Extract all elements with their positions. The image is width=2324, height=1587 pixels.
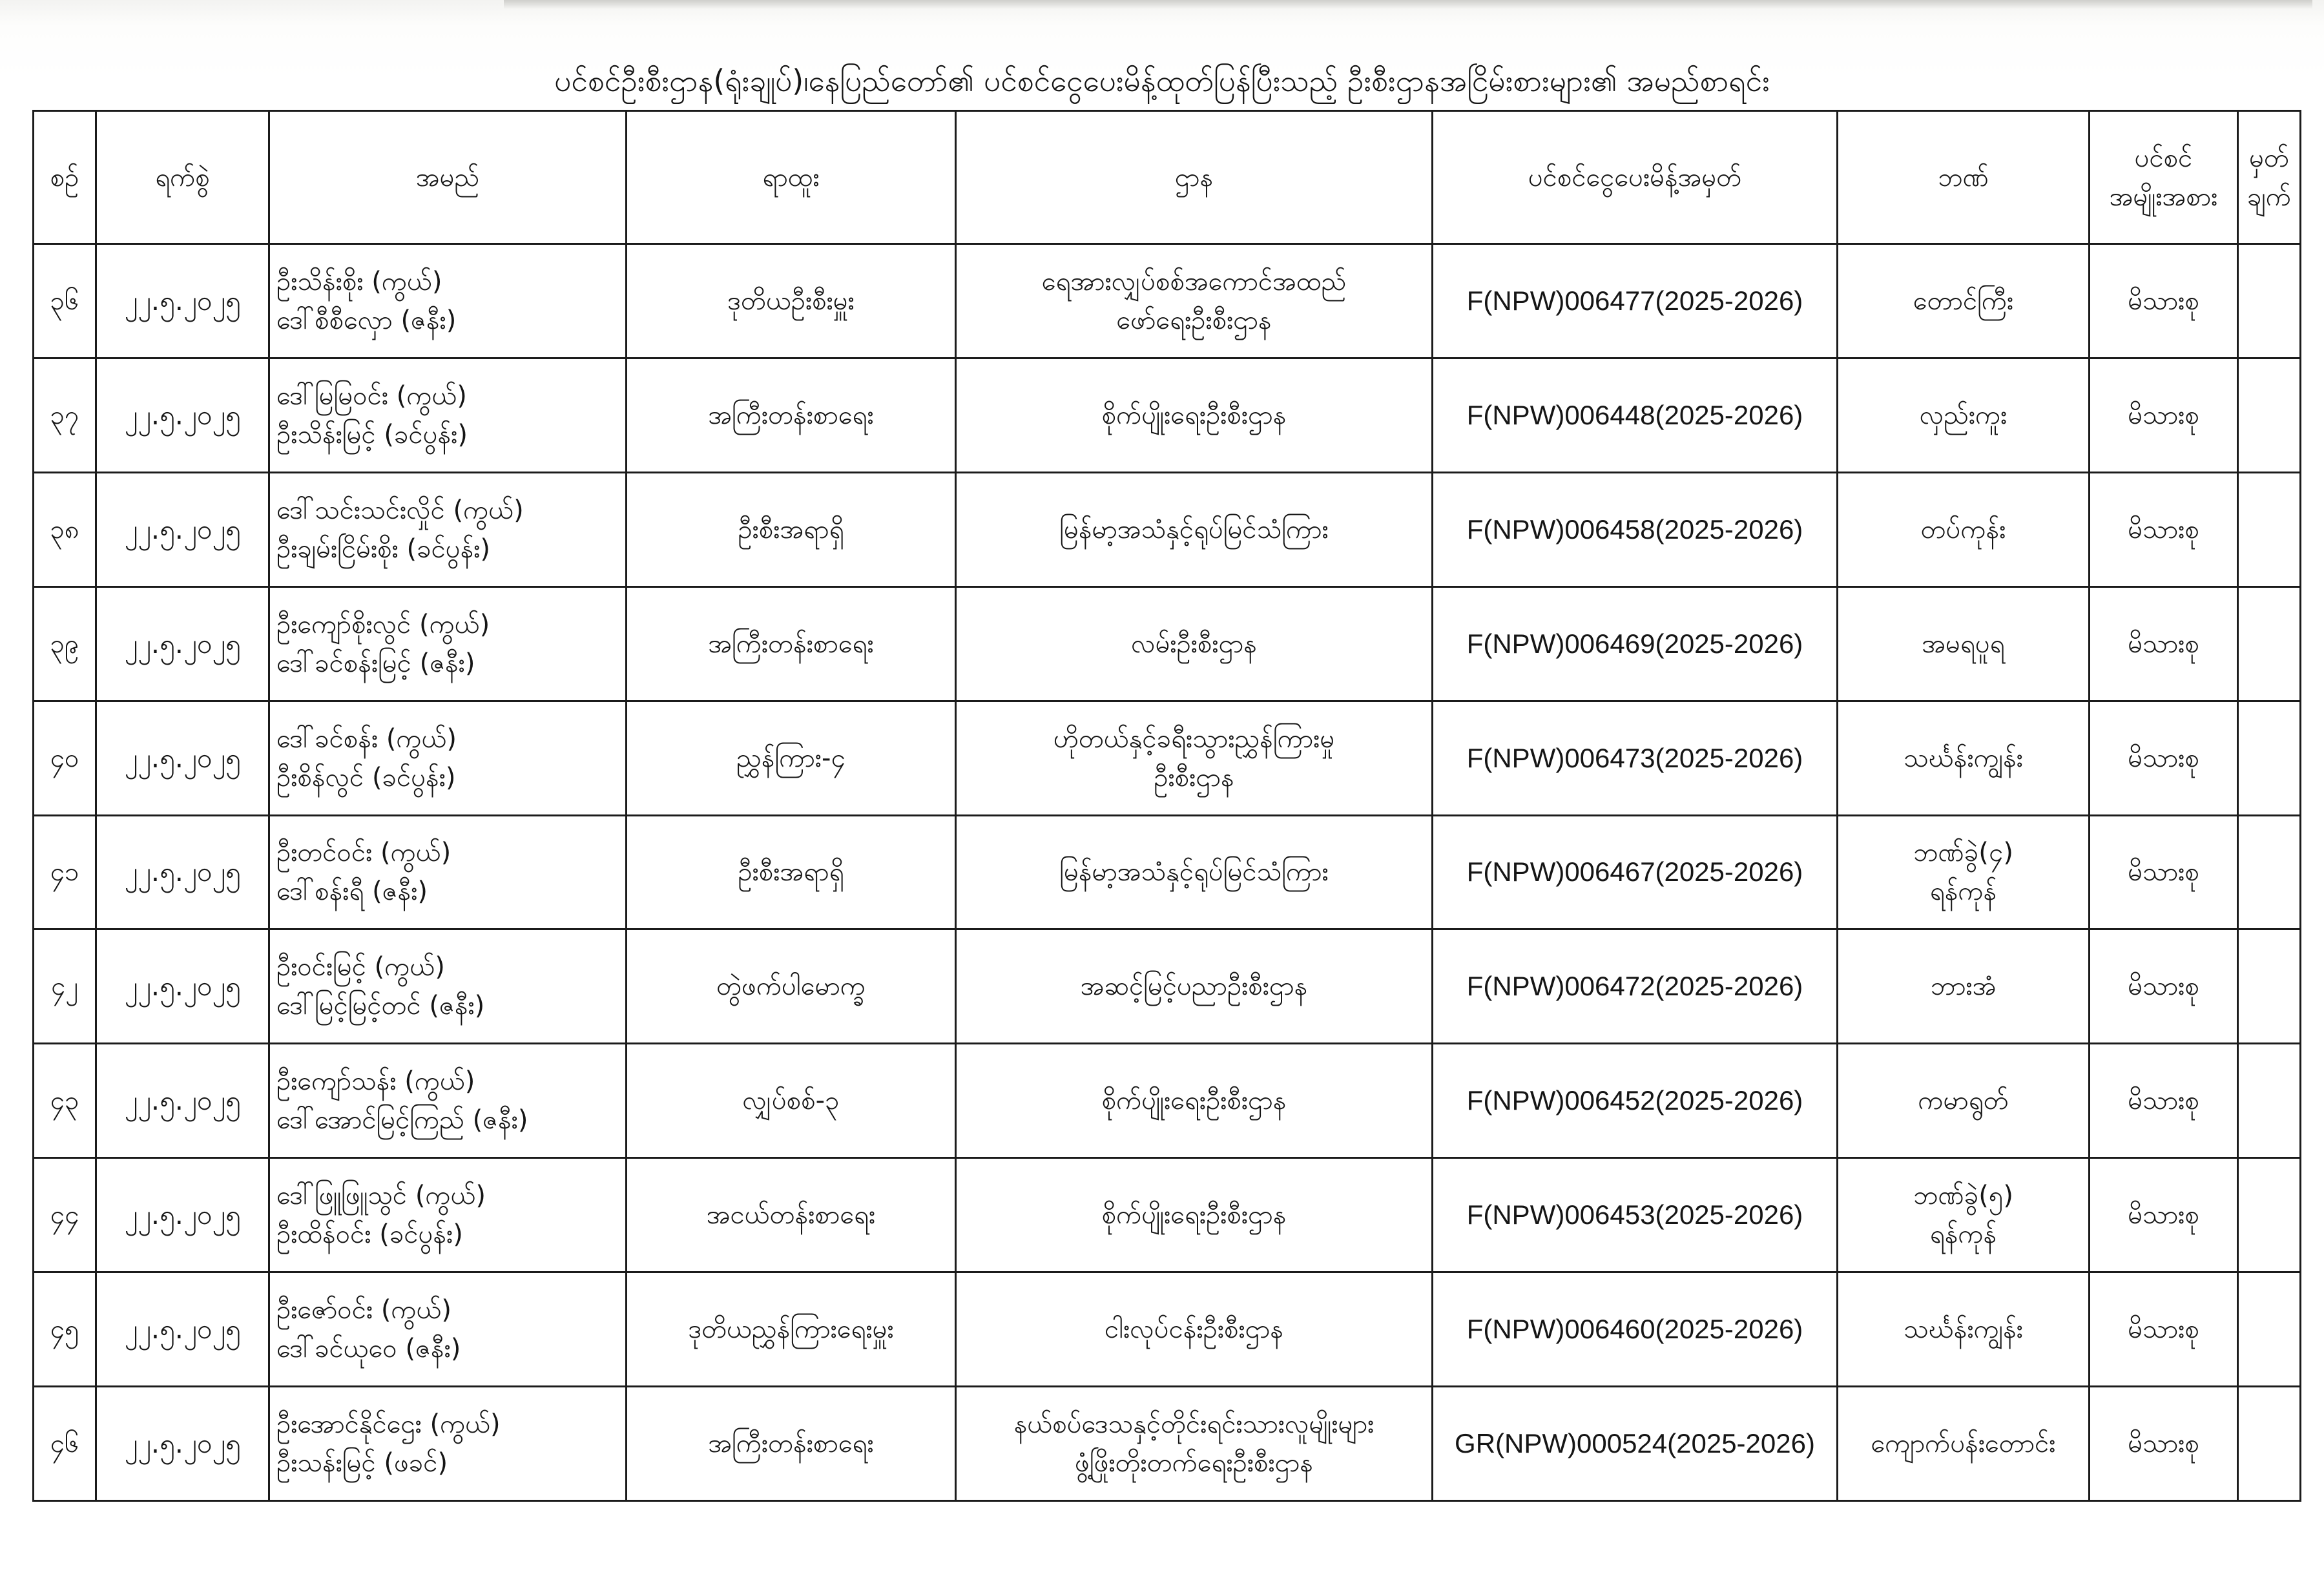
row-date-cell: ၂၂.၅.၂၀၂၅ xyxy=(96,701,269,815)
department-line2: ဖော်ရေးဦးစီးဌာန xyxy=(1116,305,1272,335)
row-permit-cell: F(NPW)006460(2025-2026) xyxy=(1433,1272,1838,1387)
row-department-cell xyxy=(956,815,1433,929)
row-rank-cell: အကြီးတန်းစာရေး xyxy=(627,586,956,701)
pensioner-table xyxy=(32,110,2301,1502)
document-title: ပင်စင်ဦးစီးဌာန(ရုံးချုပ်)၊နေပြည်တော်၏ ပင်စင်ငွေပေးမိန့်ထုတ်ပြန်ပြီးသည့် ဦးစီးဌာနအငြိမ်းစားများ၏ အမည်စာရင်း xyxy=(554,63,1770,98)
pensioner-name: ဦးကျော်စိုးလွင် (ကွယ်) xyxy=(276,609,490,639)
beneficiary-name: ဒေါ်မြင့်မြင့်တင် (ဇနီး) xyxy=(276,991,485,1021)
row-date-cell: ၂၂.၅.၂၀၂၅ xyxy=(96,1387,269,1501)
header-permit: ပင်စင်ငွေပေးမိန့်အမှတ် xyxy=(1433,111,1838,244)
treasury-line2: ရန်ကုန် xyxy=(1929,1219,1997,1250)
row-pension-type-cell: မိသားစု xyxy=(2090,358,2238,472)
row-pension-type-cell: မိသားစု xyxy=(2090,815,2238,929)
row-remark-cell xyxy=(2238,1272,2301,1387)
table-row xyxy=(34,244,2301,358)
pensioner-name: ဦးကျော်သန်း (ကွယ်) xyxy=(276,1066,475,1097)
table-row xyxy=(34,701,2301,815)
row-name-cell xyxy=(269,701,627,815)
row-treasury-cell xyxy=(1838,1044,2090,1158)
row-permit-cell: F(NPW)006448(2025-2026) xyxy=(1433,358,1838,472)
department-line1: စိုက်ပျိုးရေးဦးစီးဌာန xyxy=(1101,400,1287,430)
row-treasury-cell xyxy=(1838,701,2090,815)
header-no: စဉ် xyxy=(34,111,96,244)
treasury-line1: ကမာရွတ် xyxy=(1918,1086,2009,1116)
department-line2: ဦးစီးဌာန xyxy=(1154,762,1234,793)
row-pension-type-cell: မိသားစု xyxy=(2090,1272,2238,1387)
department-line1: မြန်မာ့အသံနှင့်ရုပ်မြင်သံကြား xyxy=(1059,857,1329,887)
pensioner-name: ဒေါ်ခင်စန်း (ကွယ်) xyxy=(276,723,457,754)
row-department-cell xyxy=(956,701,1433,815)
row-no-cell: ၄၀ xyxy=(34,701,96,815)
row-rank-cell: ဦးစီးအရာရှိ xyxy=(627,472,956,586)
table-row xyxy=(34,1158,2301,1272)
department-line1: အဆင့်မြင့်ပညာဦးစီးဌာန xyxy=(1080,971,1308,1002)
department-line2: ဖွံ့ဖြိုးတိုးတက်ရေးဦးစီးဌာန xyxy=(1075,1448,1313,1478)
row-rank-cell: အငယ်တန်းစာရေး xyxy=(627,1158,956,1272)
row-no-cell: ၄၂ xyxy=(34,929,96,1044)
row-department-cell xyxy=(956,929,1433,1044)
row-permit-cell: F(NPW)006467(2025-2026) xyxy=(1433,815,1838,929)
department-line1: နယ်စပ်ဒေသနှင့်တိုင်းရင်းသားလူမျိုးများ xyxy=(1013,1409,1375,1440)
row-rank-cell: အကြီးတန်းစာရေး xyxy=(627,358,956,472)
row-remark-cell xyxy=(2238,701,2301,815)
row-treasury-cell xyxy=(1838,472,2090,586)
department-line1: ငါးလုပ်ငန်းဦးစီးဌာန xyxy=(1105,1314,1283,1345)
row-treasury-cell xyxy=(1838,358,2090,472)
beneficiary-name: ဒေါ်ခင်စန်းမြင့် (ဇနီး) xyxy=(276,648,475,678)
table-body xyxy=(34,244,2301,1501)
table-row xyxy=(34,815,2301,929)
department-line1: လမ်းဦးစီးဌာန xyxy=(1131,628,1257,659)
row-rank-cell: အကြီးတန်းစာရေး xyxy=(627,1387,956,1501)
table-row xyxy=(34,472,2301,586)
pensioner-name: ဦးအောင်နိုင်ဌေး (ကွယ်) xyxy=(276,1409,501,1440)
row-permit-cell: F(NPW)006453(2025-2026) xyxy=(1433,1158,1838,1272)
row-date-cell: ၂၂.၅.၂၀၂၅ xyxy=(96,929,269,1044)
department-line1: ဟိုတယ်နှင့်ခရီးသွားညွှန်ကြားမှု xyxy=(1053,723,1335,754)
header-pension-type-line2: အမျိုးအစား xyxy=(2109,182,2218,212)
beneficiary-name: ဒေါ်အောင်မြင့်ကြည် (ဇနီး) xyxy=(276,1105,528,1136)
row-remark-cell xyxy=(2238,586,2301,701)
department-line1: စိုက်ပျိုးရေးဦးစီးဌာန xyxy=(1101,1086,1287,1116)
row-no-cell: ၃၇ xyxy=(34,358,96,472)
row-date-cell: ၂၂.၅.၂၀၂၅ xyxy=(96,1158,269,1272)
row-name-cell xyxy=(269,586,627,701)
row-no-cell: ၄၁ xyxy=(34,815,96,929)
header-remark-line2: ချက် xyxy=(2247,182,2291,212)
department-line1: စိုက်ပျိုးရေးဦးစီးဌာန xyxy=(1101,1200,1287,1230)
header-department: ဌာန xyxy=(956,111,1433,244)
row-department-cell xyxy=(956,1387,1433,1501)
header-remark xyxy=(2238,111,2301,244)
row-date-cell: ၂၂.၅.၂၀၂၅ xyxy=(96,1044,269,1158)
table-row xyxy=(34,1044,2301,1158)
row-permit-cell: GR(NPW)000524(2025-2026) xyxy=(1433,1387,1838,1501)
row-rank-cell: တွဲဖက်ပါမောက္ခ xyxy=(627,929,956,1044)
table-row xyxy=(34,586,2301,701)
row-pension-type-cell: မိသားစု xyxy=(2090,701,2238,815)
row-department-cell xyxy=(956,472,1433,586)
row-treasury-cell xyxy=(1838,1387,2090,1501)
row-name-cell xyxy=(269,929,627,1044)
row-date-cell: ၂၂.၅.၂၀၂၅ xyxy=(96,358,269,472)
row-remark-cell xyxy=(2238,815,2301,929)
row-permit-cell: F(NPW)006473(2025-2026) xyxy=(1433,701,1838,815)
treasury-line2: ရန်ကုန် xyxy=(1929,876,1997,907)
pensioner-name: ဒေါ်ဖြူဖြူသွင် (ကွယ်) xyxy=(276,1181,486,1211)
treasury-line1: သင်္ဃန်းကျွန်း xyxy=(1904,1314,2023,1345)
row-permit-cell: F(NPW)006469(2025-2026) xyxy=(1433,586,1838,701)
row-name-cell xyxy=(269,1158,627,1272)
table-row xyxy=(34,358,2301,472)
header-pension-type xyxy=(2090,111,2238,244)
row-rank-cell: ဒုတိယညွှန်ကြားရေးမှူး xyxy=(627,1272,956,1387)
row-treasury-cell xyxy=(1838,1158,2090,1272)
row-date-cell: ၂၂.၅.၂၀၂၅ xyxy=(96,244,269,358)
header-name: အမည် xyxy=(269,111,627,244)
row-name-cell xyxy=(269,1387,627,1501)
row-name-cell xyxy=(269,815,627,929)
beneficiary-name: ဦးသန်းမြင့် (ဖခင်) xyxy=(276,1448,448,1478)
table-row xyxy=(34,1272,2301,1387)
row-remark-cell xyxy=(2238,472,2301,586)
row-pension-type-cell: မိသားစု xyxy=(2090,1387,2238,1501)
table-row xyxy=(34,1387,2301,1501)
row-no-cell: ၄၆ xyxy=(34,1387,96,1501)
treasury-line1: ကျောက်ပန်းတောင်း xyxy=(1871,1429,2056,1459)
row-treasury-cell xyxy=(1838,1272,2090,1387)
row-treasury-cell xyxy=(1838,815,2090,929)
row-remark-cell xyxy=(2238,244,2301,358)
department-line1: မြန်မာ့အသံနှင့်ရုပ်မြင်သံကြား xyxy=(1059,514,1329,545)
treasury-line1: အမရပူရ xyxy=(1922,628,2005,659)
row-pension-type-cell: မိသားစု xyxy=(2090,1044,2238,1158)
row-remark-cell xyxy=(2238,358,2301,472)
row-permit-cell: F(NPW)006458(2025-2026) xyxy=(1433,472,1838,586)
pensioner-name: ဒေါ်မြမြဝင်း (ကွယ်) xyxy=(276,380,467,411)
row-pension-type-cell: မိသားစု xyxy=(2090,472,2238,586)
row-no-cell: ၃၆ xyxy=(34,244,96,358)
row-rank-cell: ဦးစီးအရာရှိ xyxy=(627,815,956,929)
row-date-cell: ၂၂.၅.၂၀၂၅ xyxy=(96,472,269,586)
page-edge-shadow xyxy=(504,0,2312,9)
row-pension-type-cell: မိသားစု xyxy=(2090,244,2238,358)
row-pension-type-cell: မိသားစု xyxy=(2090,929,2238,1044)
row-rank-cell: ညွှန်ကြား-၄ xyxy=(627,701,956,815)
beneficiary-name: ဦးစိန်လွင် (ခင်ပွန်း) xyxy=(276,762,456,793)
row-rank-cell: လျှပ်စစ်-၃ xyxy=(627,1044,956,1158)
row-date-cell: ၂၂.၅.၂၀၂၅ xyxy=(96,586,269,701)
treasury-line1: ဘဏ်ခွဲ(၅) xyxy=(1913,1181,2014,1211)
treasury-line1: တောင်ကြီး xyxy=(1913,285,2014,316)
row-permit-cell: F(NPW)006472(2025-2026) xyxy=(1433,929,1838,1044)
row-treasury-cell xyxy=(1838,244,2090,358)
row-department-cell xyxy=(956,586,1433,701)
beneficiary-name: ဦးသိန်းမြင့် (ခင်ပွန်း) xyxy=(276,419,468,450)
row-pension-type-cell: မိသားစု xyxy=(2090,1158,2238,1272)
beneficiary-name: ဒေါ်စီစီလှော (ဇနီး) xyxy=(276,305,457,335)
row-rank-cell: ဒုတိယဦးစီးမှူး xyxy=(627,244,956,358)
treasury-line1: ဘားအံ xyxy=(1930,971,1997,1002)
row-no-cell: ၃၈ xyxy=(34,472,96,586)
beneficiary-name: ဒေါ်စန်းရီ (ဇနီး) xyxy=(276,876,428,907)
row-remark-cell xyxy=(2238,1044,2301,1158)
row-department-cell xyxy=(956,1044,1433,1158)
treasury-line1: ဘဏ်ခွဲ(၄) xyxy=(1913,838,2014,868)
table-header-row xyxy=(34,111,2301,244)
treasury-line1: တပ်ကုန်း xyxy=(1920,514,2006,545)
row-pension-type-cell: မိသားစု xyxy=(2090,586,2238,701)
row-no-cell: ၄၅ xyxy=(34,1272,96,1387)
header-pension-type-line1: ပင်စင် xyxy=(2134,143,2193,173)
row-no-cell: ၄၄ xyxy=(34,1158,96,1272)
row-permit-cell: F(NPW)006477(2025-2026) xyxy=(1433,244,1838,358)
row-no-cell: ၃၉ xyxy=(34,586,96,701)
pensioner-name: ဦးသိန်းစိုး (ကွယ်) xyxy=(276,266,442,296)
beneficiary-name: ဒေါ်ခင်ယုဝေ (ဇနီး) xyxy=(276,1334,461,1364)
department-line1: ရေအားလျှပ်စစ်အကောင်အထည် xyxy=(1041,266,1347,296)
row-permit-cell: F(NPW)006452(2025-2026) xyxy=(1433,1044,1838,1158)
row-name-cell xyxy=(269,1272,627,1387)
row-no-cell: ၄၃ xyxy=(34,1044,96,1158)
beneficiary-name: ဦးထိန်ဝင်း (ခင်ပွန်း) xyxy=(276,1219,463,1250)
treasury-line1: သင်္ဃန်းကျွန်း xyxy=(1904,743,2023,773)
row-department-cell xyxy=(956,358,1433,472)
row-name-cell xyxy=(269,472,627,586)
table-row xyxy=(34,929,2301,1044)
row-treasury-cell xyxy=(1838,586,2090,701)
header-treasury: ဘဏ် xyxy=(1838,111,2090,244)
header-date: ရက်စွဲ xyxy=(96,111,269,244)
row-department-cell xyxy=(956,1272,1433,1387)
pensioner-name: ဦးဝင်းမြင့် (ကွယ်) xyxy=(276,952,445,982)
beneficiary-name: ဦးချမ်းငြိမ်းစိုး (ခင်ပွန်း) xyxy=(276,534,491,564)
row-department-cell xyxy=(956,1158,1433,1272)
header-rank: ရာထူး xyxy=(627,111,956,244)
row-treasury-cell xyxy=(1838,929,2090,1044)
row-date-cell: ၂၂.၅.၂၀၂၅ xyxy=(96,815,269,929)
header-remark-line1: မှတ် xyxy=(2249,143,2289,173)
row-date-cell: ၂၂.၅.၂၀၂၅ xyxy=(96,1272,269,1387)
pensioner-name: ဒေါ်သင်းသင်းလှိုင် (ကွယ်) xyxy=(276,495,524,525)
pensioner-name: ဦးတင်ဝင်း (ကွယ်) xyxy=(276,838,451,868)
row-remark-cell xyxy=(2238,1158,2301,1272)
treasury-line1: လှည်းကူး xyxy=(1919,400,2008,430)
row-name-cell xyxy=(269,358,627,472)
row-remark-cell xyxy=(2238,1387,2301,1501)
pensioner-name: ဦးဇော်ဝင်း (ကွယ်) xyxy=(276,1295,451,1325)
row-name-cell xyxy=(269,244,627,358)
row-department-cell xyxy=(956,244,1433,358)
row-name-cell xyxy=(269,1044,627,1158)
row-remark-cell xyxy=(2238,929,2301,1044)
